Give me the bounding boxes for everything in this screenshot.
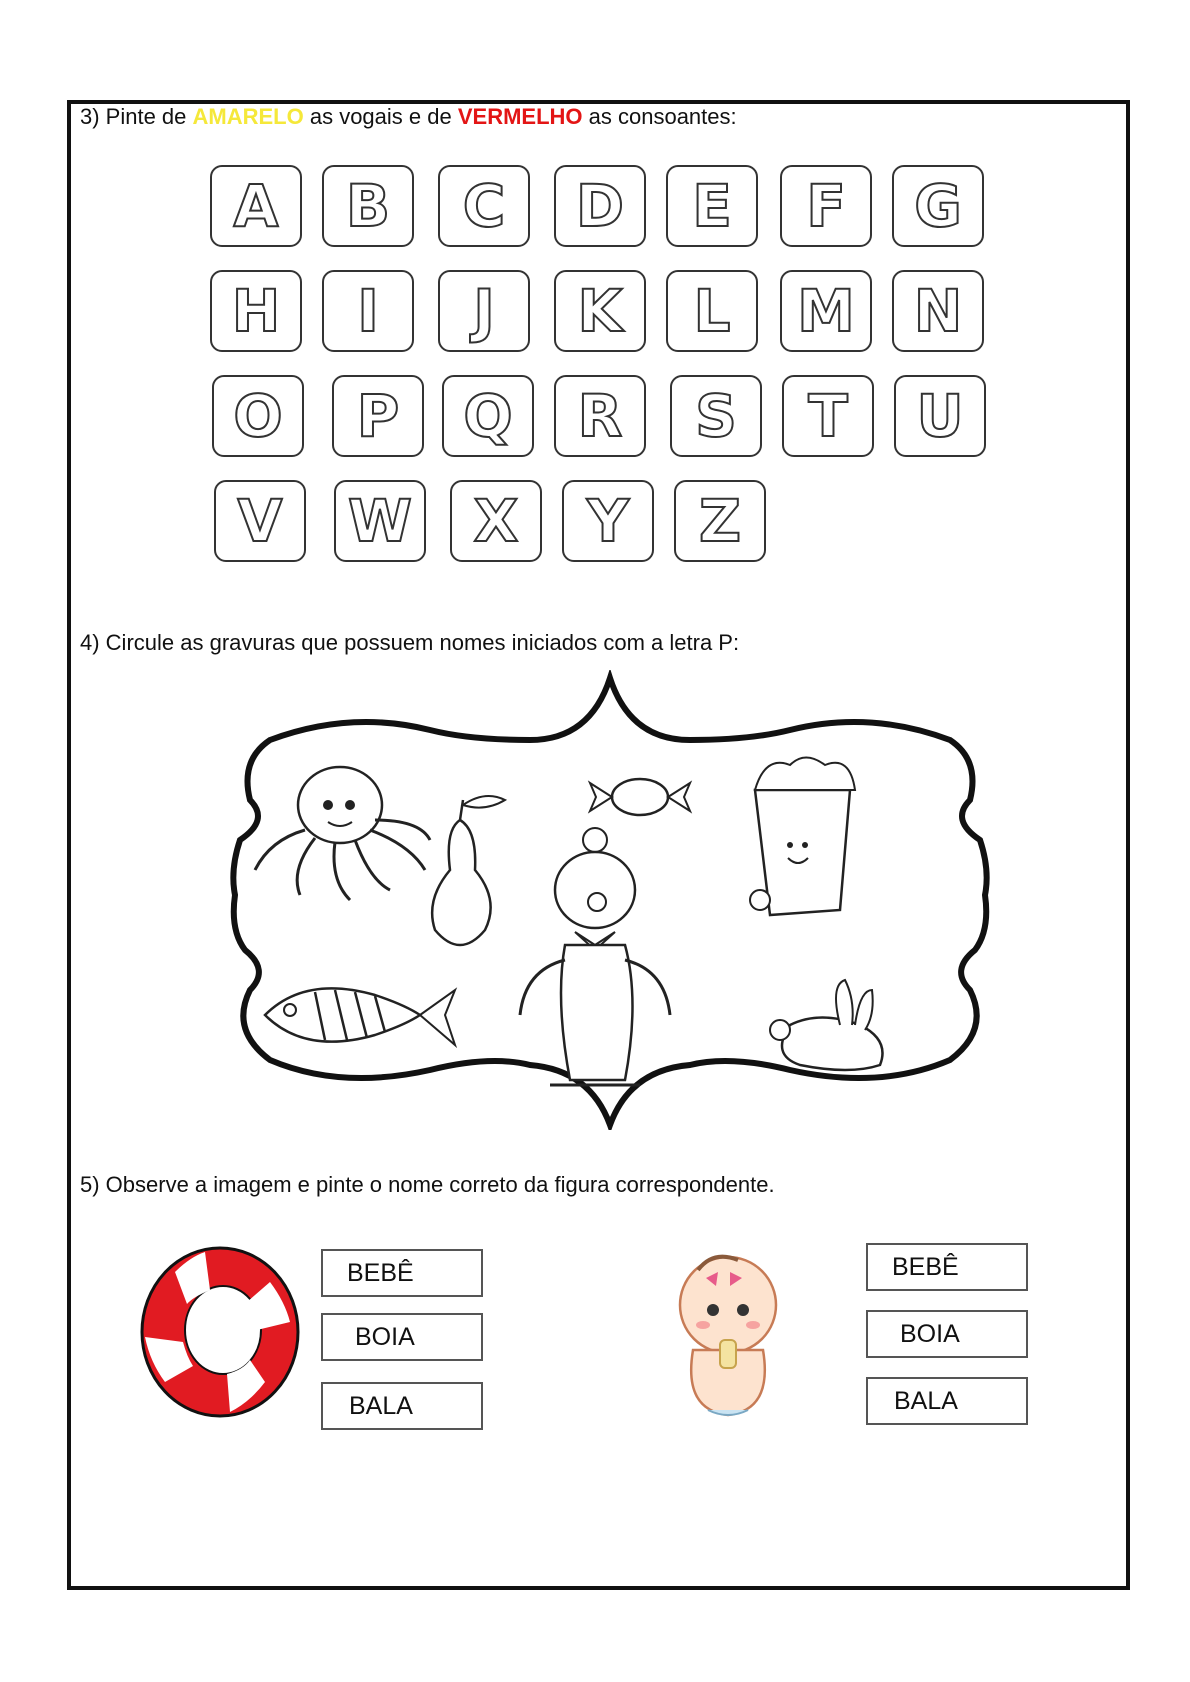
letter: L xyxy=(693,277,731,345)
letter: V xyxy=(237,487,283,555)
letter-tile[interactable] xyxy=(780,270,872,352)
letter-tile[interactable] xyxy=(322,165,414,247)
letter-tile[interactable] xyxy=(894,375,986,457)
letter: T xyxy=(808,382,848,450)
picture-frame xyxy=(230,670,990,1130)
question-3-instruction xyxy=(80,104,737,130)
letter: G xyxy=(914,172,962,240)
letter: K xyxy=(577,277,623,345)
right-option-boia[interactable] xyxy=(866,1310,1028,1358)
letter-tile[interactable] xyxy=(450,480,542,562)
letter-tile[interactable] xyxy=(670,375,762,457)
letter: R xyxy=(577,382,623,450)
left-option-bebe[interactable] xyxy=(321,1249,483,1297)
letter-tile[interactable] xyxy=(332,375,424,457)
letter-tile[interactable] xyxy=(210,165,302,247)
letter: I xyxy=(357,277,379,345)
q3-prefix: 3) Pinte de xyxy=(80,104,193,129)
option-label: BOIA xyxy=(355,1322,415,1351)
letter-tile[interactable] xyxy=(782,375,874,457)
letter: N xyxy=(913,277,963,345)
letter: C xyxy=(462,172,506,240)
letter-tile[interactable] xyxy=(892,270,984,352)
letter: D xyxy=(575,172,625,240)
popcorn-icon[interactable] xyxy=(750,758,855,916)
letter: B xyxy=(345,172,391,240)
letter: S xyxy=(695,382,737,450)
letter-tile[interactable] xyxy=(438,270,530,352)
q3-suffix: as consoantes: xyxy=(582,104,737,129)
letter-tile[interactable] xyxy=(322,270,414,352)
letter: U xyxy=(916,382,964,450)
letter: P xyxy=(356,382,400,450)
letter: Y xyxy=(587,487,629,555)
q3-yellow-word: AMARELO xyxy=(192,104,304,129)
option-label: BEBÊ xyxy=(892,1252,959,1281)
question-4-instruction: 4) Circule as gravuras que possuem nomes iniciados com a letra P: xyxy=(80,630,740,655)
letter-tile[interactable] xyxy=(554,270,646,352)
letter-tile[interactable] xyxy=(554,165,646,247)
left-option-boia[interactable] xyxy=(321,1313,483,1361)
letter: H xyxy=(231,277,281,345)
letter-tile[interactable] xyxy=(554,375,646,457)
letter: O xyxy=(233,382,283,450)
float-icon xyxy=(135,1242,305,1422)
letter-tile[interactable] xyxy=(562,480,654,562)
letter: F xyxy=(806,172,846,240)
option-label: BOIA xyxy=(900,1319,960,1348)
letter-tile[interactable] xyxy=(442,375,534,457)
letter: X xyxy=(473,487,519,555)
right-option-bebe[interactable] xyxy=(866,1243,1028,1291)
option-label: BEBÊ xyxy=(347,1258,414,1287)
letter-tile[interactable] xyxy=(214,480,306,562)
q3-red-word: VERMELHO xyxy=(457,104,583,129)
letter-tile[interactable] xyxy=(212,375,304,457)
letter-tile[interactable] xyxy=(666,165,758,247)
letter: Z xyxy=(698,487,742,555)
letter-tile[interactable] xyxy=(674,480,766,562)
letter-tile[interactable] xyxy=(780,165,872,247)
letter-tile[interactable] xyxy=(334,480,426,562)
letter: J xyxy=(473,277,495,345)
left-option-bala[interactable] xyxy=(321,1382,483,1430)
option-label: BALA xyxy=(894,1386,958,1415)
letter: A xyxy=(233,172,279,240)
question-5-instruction: 5) Observe a imagem e pinte o nome correto da figura correspondente. xyxy=(80,1172,775,1197)
q3-middle: as vogais e de xyxy=(303,104,458,129)
right-option-bala[interactable] xyxy=(866,1377,1028,1425)
letter-tile[interactable] xyxy=(438,165,530,247)
letter-tile[interactable] xyxy=(892,165,984,247)
letter: E xyxy=(692,172,732,240)
letter: M xyxy=(797,277,855,345)
letter: W xyxy=(348,487,412,555)
baby-icon xyxy=(668,1250,788,1420)
letter-tile[interactable] xyxy=(666,270,758,352)
option-label: BALA xyxy=(349,1391,413,1420)
letter: Q xyxy=(463,382,513,450)
letter-tile[interactable] xyxy=(210,270,302,352)
